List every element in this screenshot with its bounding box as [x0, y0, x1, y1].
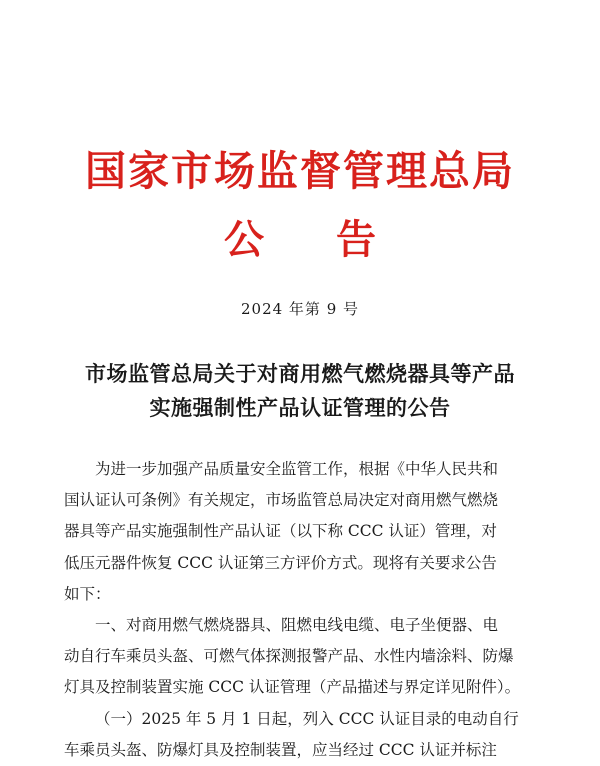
document-title-line: 市场监管总局关于对商用燃气燃烧器具等产品	[85, 361, 515, 386]
body-line: 车乘员头盔、防爆灯具及控制装置，应当经过 CCC 认证并标注	[64, 740, 497, 759]
body-line: 为进一步加强产品质量安全监管工作，根据《中华人民共和	[95, 460, 499, 478]
document-body	[64, 454, 540, 766]
body-line: 器具等产品实施强制性产品认证（以下称 CCC 认证）管理，对	[64, 522, 497, 541]
notice-heading: 公告	[224, 217, 448, 263]
document-title-line: 实施强制性产品认证管理的公告	[149, 395, 451, 420]
document-title	[0, 357, 600, 425]
body-line: 低压元器件恢复 CCC 认证第三方评价方式。现将有关要求公告	[64, 553, 497, 572]
body-line: 如下：	[64, 584, 111, 603]
body-line: 国认证认可条例》有关规定，市场监管总局决定对商用燃气燃烧	[64, 491, 499, 510]
body-line: 一、对商用燃气燃烧器具、阻燃电线电缆、电子坐便器、电	[95, 616, 499, 635]
body-line: 灯具及控制装置实施 CCC 认证管理（产品描述与界定详见附件）。	[64, 678, 521, 697]
body-line: （一）2025 年 5 月 1 日起，列入 CCC 认证目录的电动自行	[95, 709, 519, 728]
document-number: 2024 年第 9 号	[240, 300, 360, 318]
agency-header: 国家市场监督管理总局	[85, 147, 515, 195]
body-line: 动自行车乘员头盔、可燃气体探测报警产品、水性内墙涂料、防爆	[64, 647, 514, 666]
